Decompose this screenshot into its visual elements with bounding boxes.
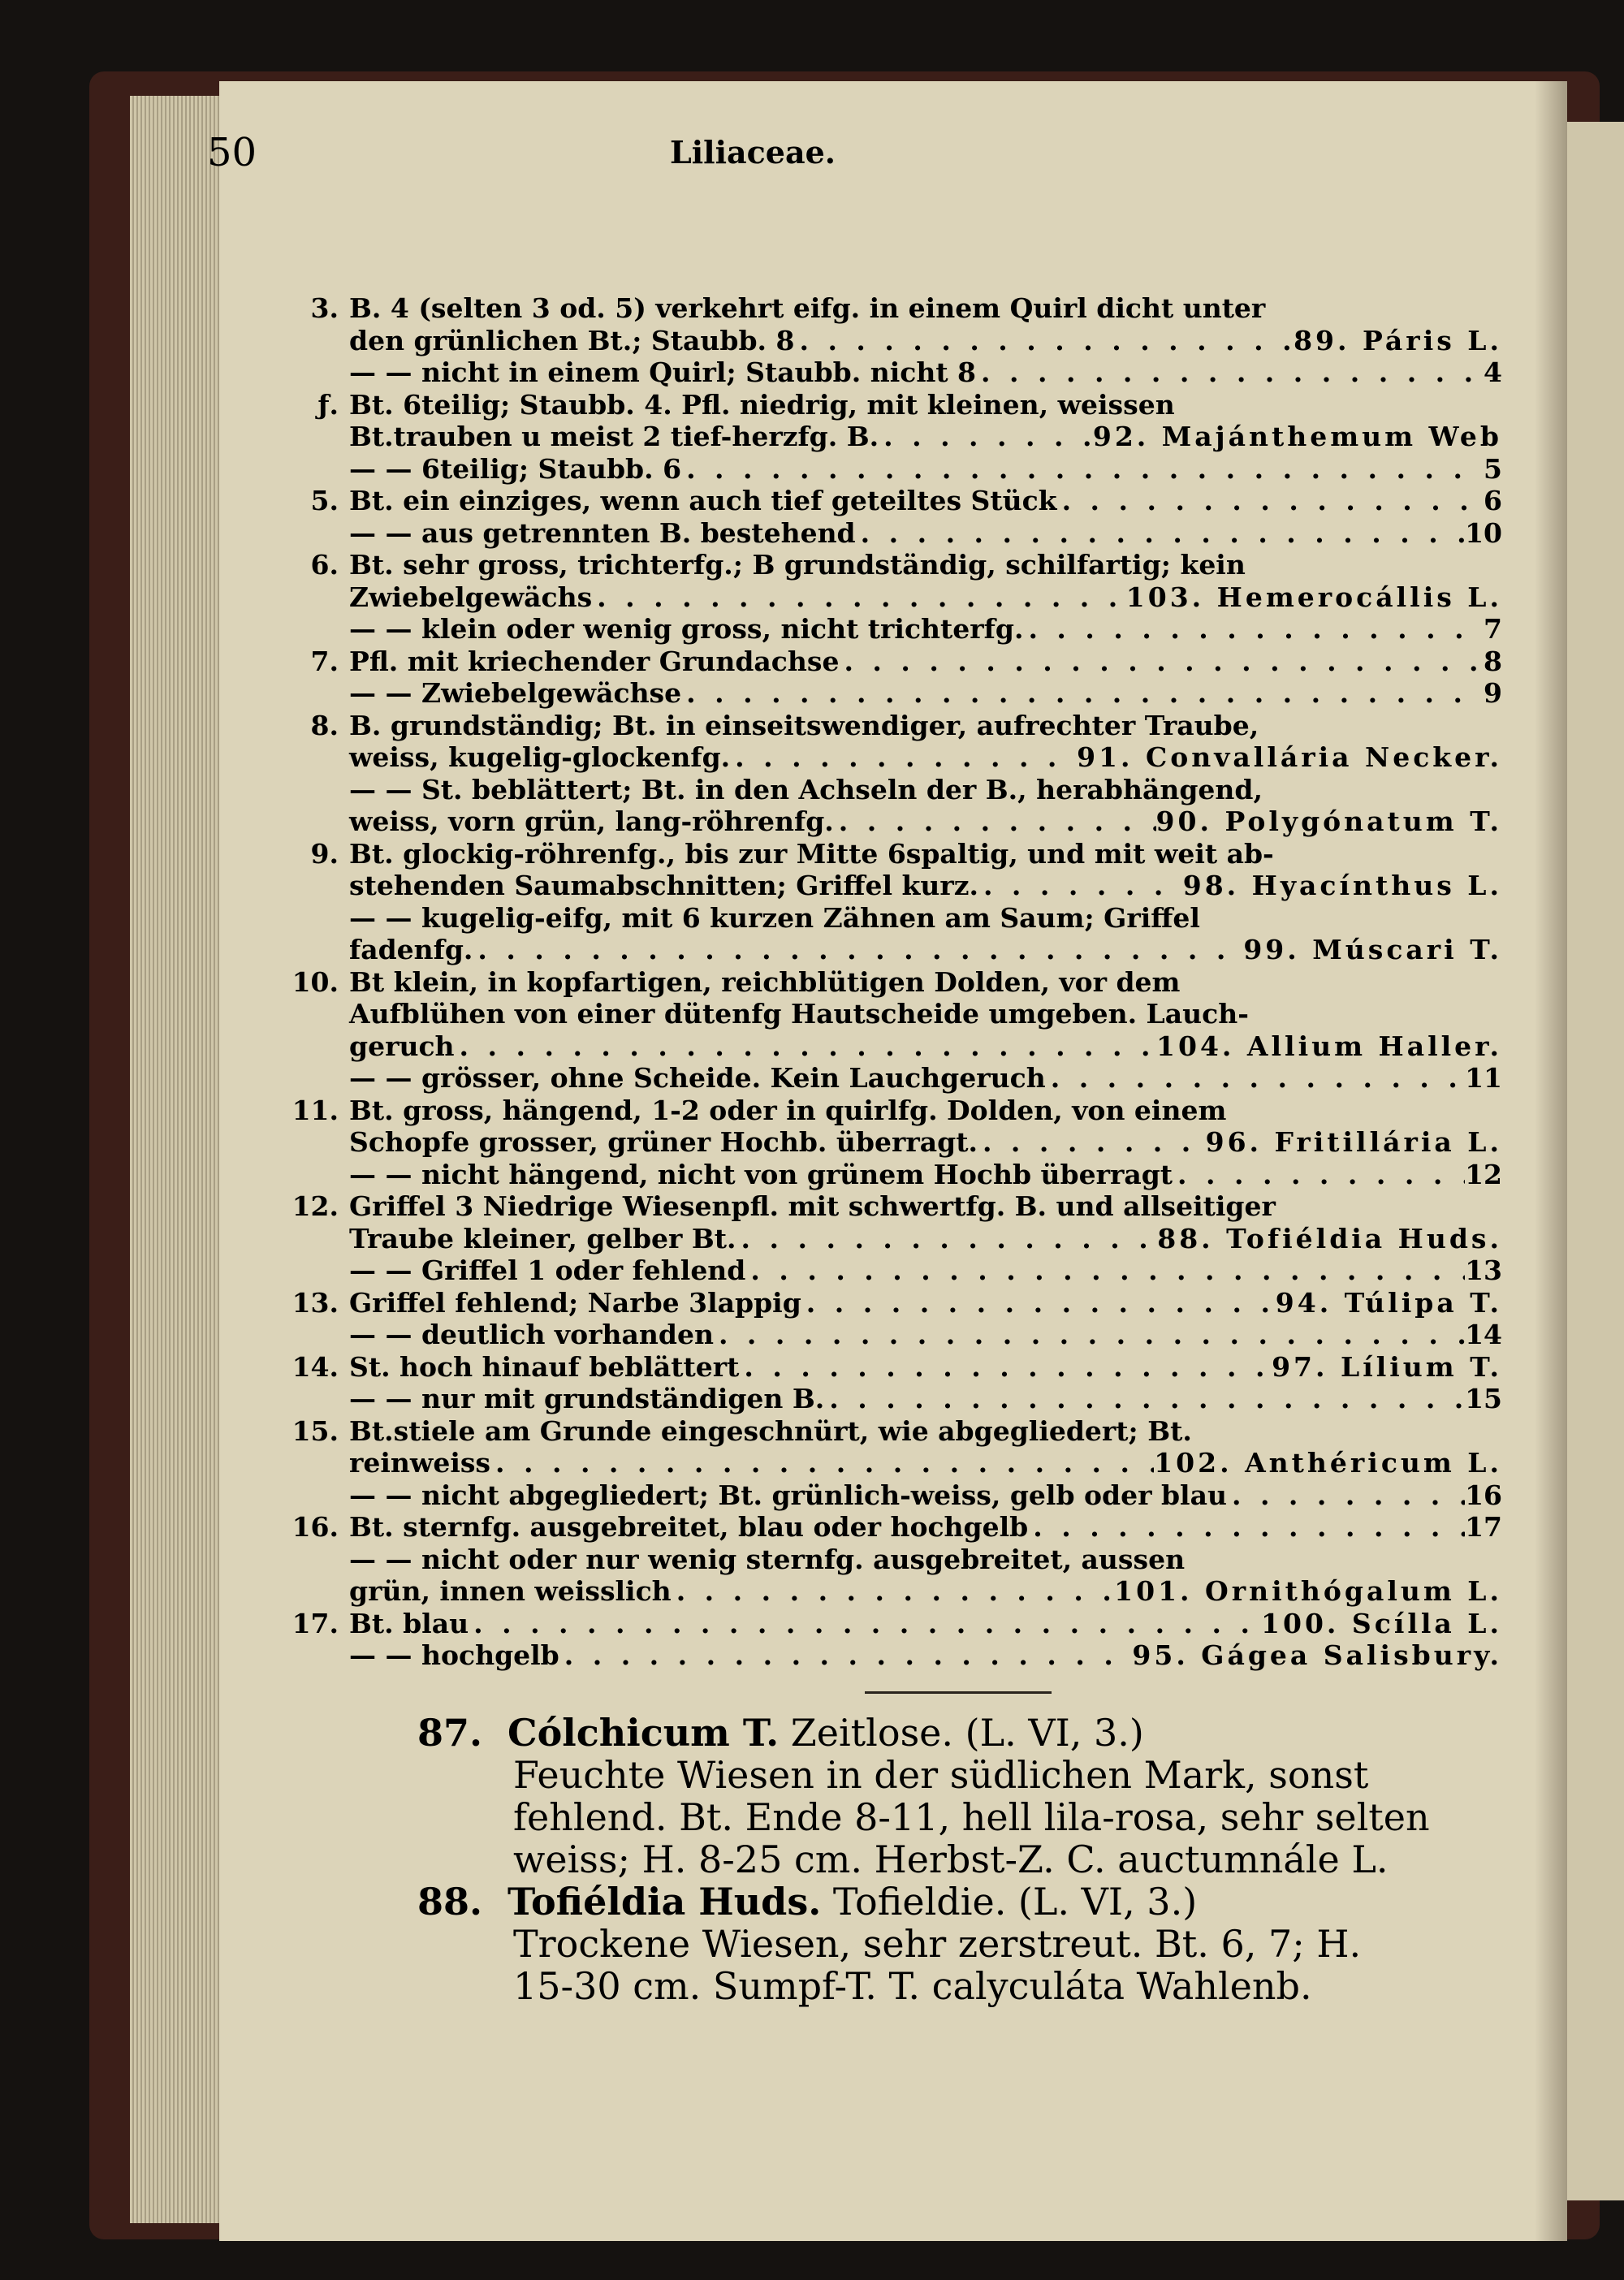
key-line-text: Schopfe grosser, grüner Hochb. überragt.	[349, 1126, 978, 1158]
key-line	[284, 325, 1502, 357]
leader-dots	[801, 1287, 1276, 1319]
key-line-text: fadenfg.	[349, 934, 473, 965]
key-line-text: reinweiss	[349, 1447, 491, 1479]
leader-dots	[1028, 1511, 1465, 1544]
key-line-target: 88. Tofiéldia Huds.	[1157, 1222, 1502, 1254]
key-couplet-number: 12.	[292, 1190, 339, 1222]
key-line-target: 95. Gágea Salisbury.	[1132, 1639, 1502, 1671]
key-line-text: — — aus getrennten B. bestehend	[349, 516, 856, 549]
key-couplet-number: ƒ.	[317, 388, 339, 421]
genus-name: Cólchicum T.	[508, 1711, 780, 1755]
genus-common-name: Zeitlose. (L. VI, 3.)	[790, 1711, 1144, 1755]
key-line	[284, 453, 1502, 486]
key-line-text: Bt. 6teilig; Staubb. 4. Pfl. niedrig, mit kleinen, weissen	[349, 388, 1175, 421]
genus-number: 88.	[417, 1880, 483, 1924]
key-line-text: Bt. sternfg. ausgebreitet, blau oder hochgelb	[349, 1511, 1029, 1543]
key-line-text: stehenden Saumabschnitten; Griffel kurz.	[349, 870, 978, 901]
key-line	[284, 1254, 1502, 1287]
key-line-text: Griffel 3 Niedrige Wiesenpfl. mit schwertfg. B. und allseitiger	[349, 1190, 1276, 1222]
facing-page-edge	[1567, 122, 1624, 2200]
key-line	[284, 1608, 1502, 1640]
key-line-target: 10	[1465, 516, 1502, 549]
key-line	[284, 838, 1502, 870]
key-line-text: weiss, kugelig-glockenfg.	[349, 741, 731, 773]
key-line	[284, 389, 1502, 421]
genus-description-line: Feuchte Wiesen in der südlichen Mark, sonst	[513, 1753, 1369, 1797]
key-line	[284, 1544, 1502, 1576]
key-line-target: 91. Convallária Necker.	[1077, 741, 1502, 773]
key-line	[284, 805, 1502, 838]
leader-dots	[978, 1126, 1206, 1159]
key-line-text: B. 4 (selten 3 od. 5) verkehrt eifg. in einem Quirl dicht unter	[349, 292, 1266, 324]
key-line	[284, 1287, 1502, 1319]
leader-dots	[736, 1223, 1158, 1255]
key-line-target: 9	[1484, 677, 1502, 709]
key-line-text: — — kugelig-eifg, mit 6 kurzen Zähnen am Saum; Griffel	[349, 901, 1200, 934]
key-line-text: — — nicht hängend, nicht von grünem Hochb überragt	[349, 1158, 1173, 1190]
key-couplet-number: 5.	[310, 485, 339, 516]
key-line-target: 99. Múscari T.	[1243, 934, 1502, 965]
key-line	[284, 1095, 1502, 1127]
leader-dots	[824, 1383, 1465, 1415]
genus-entry	[417, 1711, 1502, 1881]
key-line	[284, 774, 1502, 806]
page-number: 50	[207, 130, 257, 175]
genus-name: Tofiéldia Huds.	[508, 1880, 822, 1924]
key-line	[284, 1319, 1502, 1351]
leader-dots	[976, 356, 1484, 389]
key-line-target: 98. Hyacínthus L.	[1182, 870, 1502, 901]
key-line-target: 90. Polygónatum T.	[1155, 805, 1502, 837]
leader-dots	[681, 453, 1484, 486]
key-line-text: den grünlichen Bt.; Staubb. 8	[349, 324, 795, 356]
key-couplet-number: 3.	[310, 292, 339, 324]
key-line	[284, 1415, 1502, 1448]
key-line	[284, 421, 1502, 453]
identification-key	[284, 292, 1502, 1672]
key-line-text: Bt klein, in kopfartigen, reichblütigen Dolden, vor dem	[349, 965, 1181, 998]
leader-dots	[794, 325, 1294, 357]
key-line-target: 11	[1465, 1062, 1502, 1094]
genus-common-name: Tofieldie. (L. VI, 3.)	[832, 1880, 1198, 1924]
key-line-text: — — Zwiebelgewächse	[349, 677, 682, 709]
key-line-text: — — grösser, ohne Scheide. Kein Lauchgeruch	[349, 1062, 1046, 1094]
key-line-text: St. hoch hinauf beblättert	[349, 1350, 740, 1383]
key-line-text: — — klein oder wenig gross, nicht trichterfg.	[349, 613, 1024, 645]
leader-dots	[745, 1254, 1465, 1287]
key-couplet-number: 7.	[310, 645, 339, 677]
key-line	[284, 292, 1502, 325]
key-line-target: 96. Fritillária L.	[1205, 1126, 1502, 1158]
key-line	[284, 581, 1502, 614]
leader-dots	[672, 1575, 1114, 1608]
leader-dots	[559, 1639, 1133, 1672]
key-line-text: — — 6teilig; Staubb. 6	[349, 452, 682, 485]
key-line-text: Bt.stiele am Grunde eingeschnürt, wie abgegliedert; Bt.	[349, 1414, 1192, 1447]
key-line	[284, 998, 1502, 1030]
genus-descriptions	[417, 1711, 1502, 2008]
key-line	[284, 1479, 1502, 1512]
key-line-text: Bt. sehr gross, trichterfg.; B grundständig, schilfartig; kein	[349, 549, 1246, 581]
key-line	[284, 1383, 1502, 1415]
key-line-text: grün, innen weisslich	[349, 1575, 672, 1607]
leader-dots	[1057, 485, 1484, 517]
key-line	[284, 1639, 1502, 1672]
key-line-text: Aufblühen von einer dütenfg Hautscheide umgeben. Lauch-	[349, 998, 1249, 1030]
leader-dots	[473, 934, 1243, 966]
key-line-target: 100. Scílla L.	[1261, 1607, 1502, 1639]
key-line-text: Traube kleiner, gelber Bt.	[349, 1222, 736, 1254]
key-line-target: 89. Páris L.	[1294, 324, 1502, 356]
running-head: Liliaceae.	[670, 134, 836, 171]
key-line	[284, 1351, 1502, 1384]
key-line	[284, 1126, 1502, 1159]
key-line-target: 14	[1465, 1319, 1502, 1350]
key-line	[284, 1447, 1502, 1479]
key-line-text: geruch	[349, 1030, 455, 1062]
section-divider	[865, 1691, 1052, 1694]
key-line-target: 92. Majánthemum Web	[1092, 421, 1502, 452]
key-line	[284, 902, 1502, 935]
key-couplet-number: 14.	[292, 1350, 339, 1383]
key-line-target: 101. Ornithógalum L.	[1114, 1575, 1502, 1607]
key-line	[284, 677, 1502, 710]
key-couplet-number: 11.	[292, 1094, 339, 1126]
key-line	[284, 710, 1502, 742]
leader-dots	[1173, 1159, 1465, 1191]
key-couplet-number: 10.	[292, 965, 339, 998]
key-line-text: weiss, vorn grün, lang-röhrenfg.	[349, 805, 834, 837]
key-line	[284, 517, 1502, 550]
key-couplet-number: 17.	[292, 1607, 339, 1639]
leader-dots	[978, 870, 1183, 902]
leader-dots	[856, 517, 1465, 550]
key-line	[284, 966, 1502, 999]
key-line-text: — — Griffel 1 oder fehlend	[349, 1254, 746, 1286]
key-line-text: Pfl. mit kriechender Grundachse	[349, 645, 840, 677]
key-line	[284, 646, 1502, 678]
key-line-target: 97. Lílium T.	[1272, 1350, 1502, 1383]
key-line-text: — — St. beblättert; Bt. in den Achseln der B., herabhängend,	[349, 773, 1263, 805]
key-line-target: 8	[1484, 645, 1502, 677]
key-couplet-number: 6.	[310, 549, 339, 581]
genus-description-line: weiss; H. 8-25 cm. Herbst-Z. C. auctumnále L.	[513, 1837, 1389, 1881]
key-line-text: Zwiebelgewächs	[349, 581, 593, 613]
page-edges	[130, 96, 227, 2223]
key-line-target: 6	[1484, 485, 1502, 516]
genus-description-line: 15-30 cm. Sumpf-T. T. calyculáta Wahlenb.	[513, 1964, 1312, 2008]
key-line	[284, 1511, 1502, 1544]
key-line-target: 4	[1484, 356, 1502, 388]
key-line	[284, 1223, 1502, 1255]
genus-entry	[417, 1880, 1502, 2008]
key-line	[284, 1030, 1502, 1063]
key-line	[284, 1159, 1502, 1191]
genus-number: 87.	[417, 1711, 483, 1755]
key-line-text: Bt. glockig-röhrenfg., bis zur Mitte 6spaltig, und mit weit ab-	[349, 837, 1274, 870]
key-line-target: 94. Túlipa T.	[1275, 1286, 1502, 1319]
key-line-text: — — nicht in einem Quirl; Staubb. nicht 8	[349, 356, 977, 388]
key-line	[284, 613, 1502, 646]
key-line-text: — — nicht abgegliedert; Bt. grünlich-weiss, gelb oder blau	[349, 1479, 1227, 1511]
key-line-text: Bt. gross, hängend, 1-2 oder in quirlfg. Dolden, von einem	[349, 1094, 1227, 1126]
key-line-target: 104. Allium Haller.	[1156, 1030, 1502, 1062]
key-line-target: 15	[1465, 1383, 1502, 1414]
leader-dots	[592, 581, 1126, 614]
key-line-text: Bt. blau	[349, 1607, 469, 1639]
key-line	[284, 356, 1502, 389]
key-line-text: B. grundständig; Bt. in einseitswendiger, aufrechter Traube,	[349, 709, 1259, 741]
key-line-text: — — nur mit grundständigen B.	[349, 1383, 825, 1414]
leader-dots	[1046, 1062, 1465, 1095]
key-line-target: 17	[1465, 1511, 1502, 1543]
leader-dots	[739, 1351, 1272, 1384]
key-line	[284, 1062, 1502, 1095]
leader-dots	[834, 805, 1156, 838]
leader-dots	[681, 677, 1484, 710]
key-line-text: Bt. ein einziges, wenn auch tief geteiltes Stück	[349, 485, 1057, 516]
leader-dots	[469, 1608, 1261, 1640]
leader-dots	[879, 421, 1093, 453]
key-line-target: 13	[1465, 1254, 1502, 1286]
key-line	[284, 741, 1502, 774]
key-line	[284, 870, 1502, 902]
key-couplet-number: 15.	[292, 1414, 339, 1447]
page-gutter-shadow	[1535, 81, 1567, 2241]
key-line-text: Bt.trauben u meist 2 tief-herzfg. B.	[349, 421, 879, 452]
key-line-target: 12	[1465, 1158, 1502, 1190]
key-line-target: 16	[1465, 1479, 1502, 1511]
key-line-target: 5	[1484, 452, 1502, 485]
leader-dots	[1227, 1479, 1465, 1512]
key-line-text: — — hochgelb	[349, 1639, 559, 1671]
key-line-target: 102. Anthéricum L.	[1154, 1447, 1502, 1479]
key-line	[284, 934, 1502, 966]
leader-dots	[1023, 613, 1484, 646]
key-line	[284, 485, 1502, 517]
key-line	[284, 1190, 1502, 1223]
leader-dots	[714, 1319, 1465, 1351]
key-line-text: — — deutlich vorhanden	[349, 1319, 714, 1350]
key-couplet-number: 9.	[310, 837, 339, 870]
leader-dots	[730, 741, 1077, 774]
key-line-target: 103. Hemerocállis L.	[1125, 581, 1502, 613]
genus-description-line: fehlend. Bt. Ende 8-11, hell lila-rosa, sehr selten	[513, 1795, 1430, 1839]
leader-dots	[839, 646, 1484, 678]
key-line	[284, 1575, 1502, 1608]
key-line-text: — — nicht oder nur wenig sternfg. ausgebreitet, aussen	[349, 1543, 1186, 1575]
leader-dots	[490, 1447, 1154, 1479]
key-line	[284, 549, 1502, 581]
key-line-text: Griffel fehlend; Narbe 3lappig	[349, 1286, 801, 1319]
key-couplet-number: 16.	[292, 1511, 339, 1543]
leader-dots	[455, 1030, 1157, 1063]
key-couplet-number: 8.	[310, 709, 339, 741]
key-line-target: 7	[1484, 613, 1502, 645]
key-couplet-number: 13.	[292, 1286, 339, 1319]
genus-description-line: Trockene Wiesen, sehr zerstreut. Bt. 6, 7; H.	[513, 1922, 1362, 1966]
